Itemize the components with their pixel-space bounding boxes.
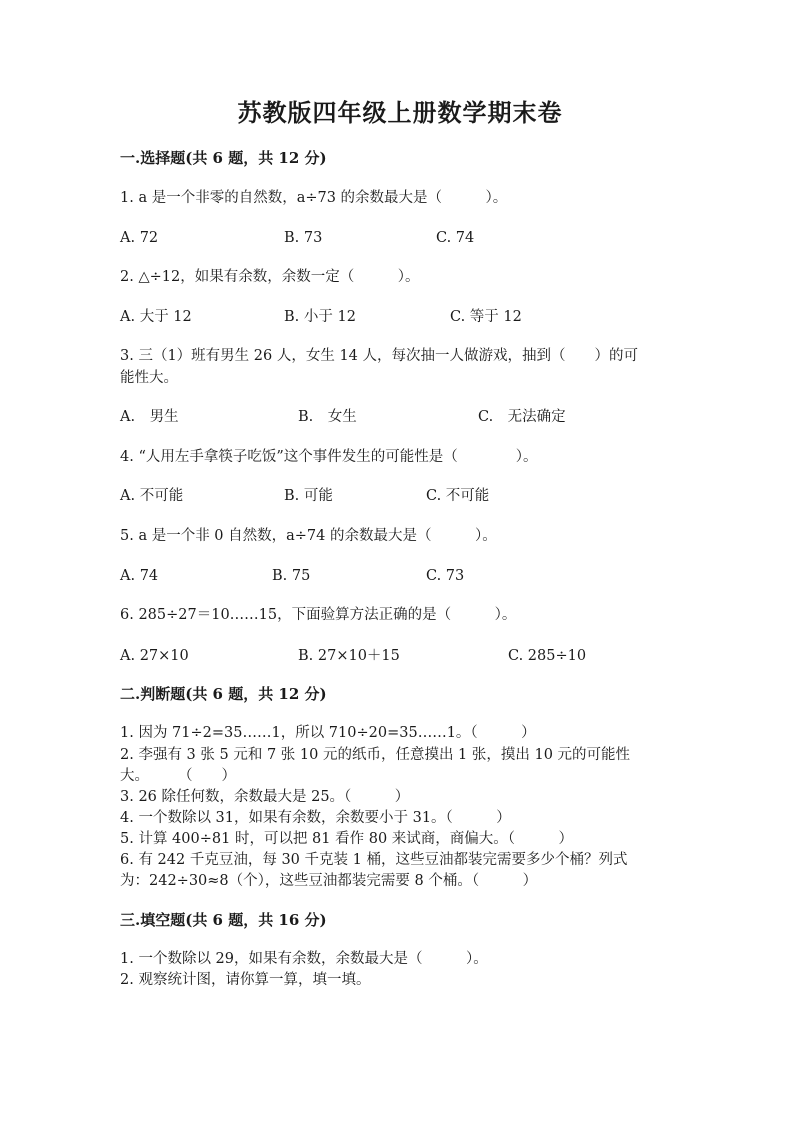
choice-question-6-option-a: A. 27×10 <box>120 648 189 664</box>
choice-question-1-option-a: A. 72 <box>120 230 159 246</box>
judgement-line-4: 3. 26 除任何数，余数最大是 25。（ ） <box>120 789 410 805</box>
choice-question-3-option-a: A. 男生 <box>120 409 179 425</box>
judgement-line-2: 2. 李强有 3 张 5 元和 7 张 10 元的纸币，任意摸出 1 张，摸出 10 元的可能性 <box>120 747 631 763</box>
page-title: 苏教版四年级上册数学期末卷 <box>237 98 563 127</box>
choice-question-6-option-b: B. 27×10＋15 <box>298 648 400 664</box>
choice-question-5-option-c: C. 73 <box>426 568 465 584</box>
fill-in-line-1: 1. 一个数除以 29，如果有余数，余数最大是（ ）。 <box>120 951 488 967</box>
section-heading-choice: 一.选择题(共 6 题，共 12 分) <box>120 149 327 167</box>
choice-question-3-option-b: B. 女生 <box>298 409 357 425</box>
choice-question-6-option-c: C. 285÷10 <box>508 648 587 664</box>
choice-question-5-option-a: A. 74 <box>120 568 159 584</box>
judgement-line-5: 4. 一个数除以 31，如果有余数，余数要小于 31。（ ） <box>120 810 511 826</box>
choice-question-4-option-b: B. 可能 <box>284 488 333 504</box>
fill-in-line-2: 2. 观察统计图，请你算一算，填一填。 <box>120 972 371 988</box>
choice-question-1-option-c: C. 74 <box>436 230 475 246</box>
choice-question-5-option-b: B. 75 <box>272 568 311 584</box>
choice-question-3-stem-line-1: 3. 三（1）班有男生 26 人，女生 14 人，每次抽一人做游戏，抽到（ ）的可 <box>120 348 639 364</box>
choice-question-4-option-a: A. 不可能 <box>120 488 184 504</box>
choice-question-4-stem: 4. “人用左手拿筷子吃饭”这个事件发生的可能性是（ ）。 <box>120 449 538 465</box>
section-heading-fill-in: 三.填空题(共 6 题，共 16 分) <box>120 911 327 929</box>
choice-question-2-option-b: B. 小于 12 <box>284 309 356 325</box>
choice-question-1-option-b: B. 73 <box>284 230 323 246</box>
judgement-line-6: 5. 计算 400÷81 时，可以把 81 看作 80 来试商，商偏大。（ ） <box>120 831 574 847</box>
judgement-line-1: 1. 因为 71÷2=35……1，所以 710÷20=35……1。（ ） <box>120 725 536 741</box>
choice-question-6-stem: 6. 285÷27＝10……15，下面验算方法正确的是（ ）。 <box>120 607 517 623</box>
choice-question-2-option-a: A. 大于 12 <box>120 309 192 325</box>
judgement-line-8: 为：242÷30≈8（个），这些豆油都装完需要 8 个桶。（ ） <box>120 873 538 889</box>
judgement-line-3: 大。 （ ） <box>120 768 236 784</box>
choice-question-1-stem: 1. a 是一个非零的自然数，a÷73 的余数最大是（ ）。 <box>120 190 508 206</box>
judgement-line-7: 6. 有 242 千克豆油，每 30 千克装 1 桶，这些豆油都装完需要多少个桶？列式 <box>120 852 628 868</box>
choice-question-3-option-c: C. 无法确定 <box>478 409 566 425</box>
choice-question-3-stem-line-2: 能性大。 <box>120 370 178 386</box>
choice-question-5-stem: 5. a 是一个非 0 自然数，a÷74 的余数最大是（ ）。 <box>120 528 497 544</box>
choice-question-2-option-c: C. 等于 12 <box>450 309 522 325</box>
choice-question-4-option-c: C. 不可能 <box>426 488 490 504</box>
choice-question-2-stem: 2. △÷12，如果有余数，余数一定（ ）。 <box>120 269 420 285</box>
section-heading-judgement: 二.判断题(共 6 题，共 12 分) <box>120 685 327 703</box>
